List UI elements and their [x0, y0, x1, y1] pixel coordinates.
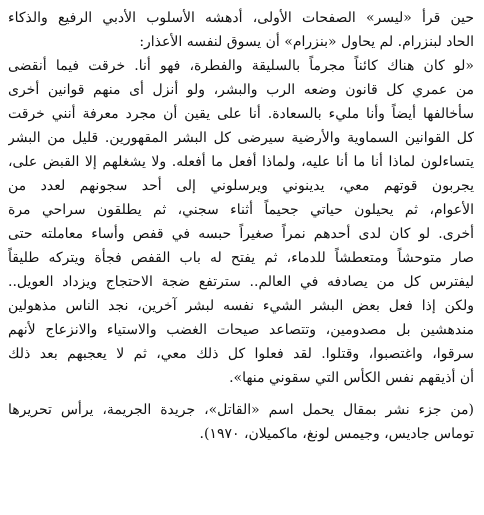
- text-line: يجربون قوتهم معي، يدينوني ويرسلوني إلى أحد سجونهم لعدد من: [8, 178, 474, 194]
- text-line: من عمري كل قانون وضعه الرب والبشر، ولو أنزل أى منهم قوانين أخرى: [8, 82, 474, 98]
- text-line: مندهشين بل مصدومين، وتتصاعد صيحات الغضب والاستياء والانزعاج لأنهم: [8, 322, 474, 338]
- text-line: سرقوا، واغتصبوا، وقتلوا. لقد فعلوا كل ذلك معي، ثم لا يعجبهم بعد ذلك: [8, 346, 474, 362]
- text-line: يتساءلون لماذا أنا ما أنا عليه، ولماذا أفعل ما أفعله. ولا يشغلهم إلا القبض على،: [8, 154, 474, 170]
- text-line: حين قرأ «ليسر» الصفحات الأولى، أدهشه الأسلوب الأدبي الرفيع والذكاء: [8, 10, 474, 26]
- text-line: سأخالفها أيضاً وأنا مليء بالسعادة. أنا على يقين أن مجرد معرفة أنني خرقت: [8, 106, 474, 122]
- text-line: كل القوانين السماوية والأرضية سيرضى كل البشر المقهورين. قليل من البشر: [8, 130, 474, 146]
- intro-paragraph: [8, 6, 474, 54]
- text-line: (من جزء نشر بمقال يحمل اسم «القاتل»، جريدة الجريمة، يرأس تحريرها: [8, 402, 474, 418]
- text-line: صار متوحشاً ومتعطشاً للدماء، ثم يفتح له باب القفص فجأة ويتركه طليقاً: [8, 250, 474, 266]
- text-line: أخرى. لو كان لدى أحدهم نمراً صغيراً حبسه في قفص وأساء معاملته حتى: [8, 226, 474, 242]
- text-line: «لو كان هناك كائناً مجرماً بالسليقة والفطرة، فهو أنا. خرقت فيما أنقضى: [8, 58, 474, 74]
- source-citation: [8, 398, 474, 446]
- text-line: ولكن إذا فعل بعض البشر الشيء نفسه لبشر آخرين، نجد الناس مذهولين: [8, 298, 474, 314]
- text-line: ليفترس كل من يصادفه في العالم.. سترتفع ضجة الاحتجاج ويزداد العويل..: [8, 274, 474, 290]
- text-line: أن أذيقهم نفس الكأس التي سقوني منها».: [229, 370, 474, 386]
- text-line: توماس جاديس، وجيمس لونغ، ماكميلان، ١٩٧٠).: [199, 426, 474, 442]
- quote-paragraph: [8, 54, 474, 390]
- text-line: الحاد لبنزرام. لم يحاول «بنزرام» أن يسوق لنفسه الأعذار:: [139, 34, 474, 50]
- text-line: الأعوام، ثم يحيلون حياتي جحيماً أثناء سجني، ثم يطلقون سراحي مرة: [8, 202, 474, 218]
